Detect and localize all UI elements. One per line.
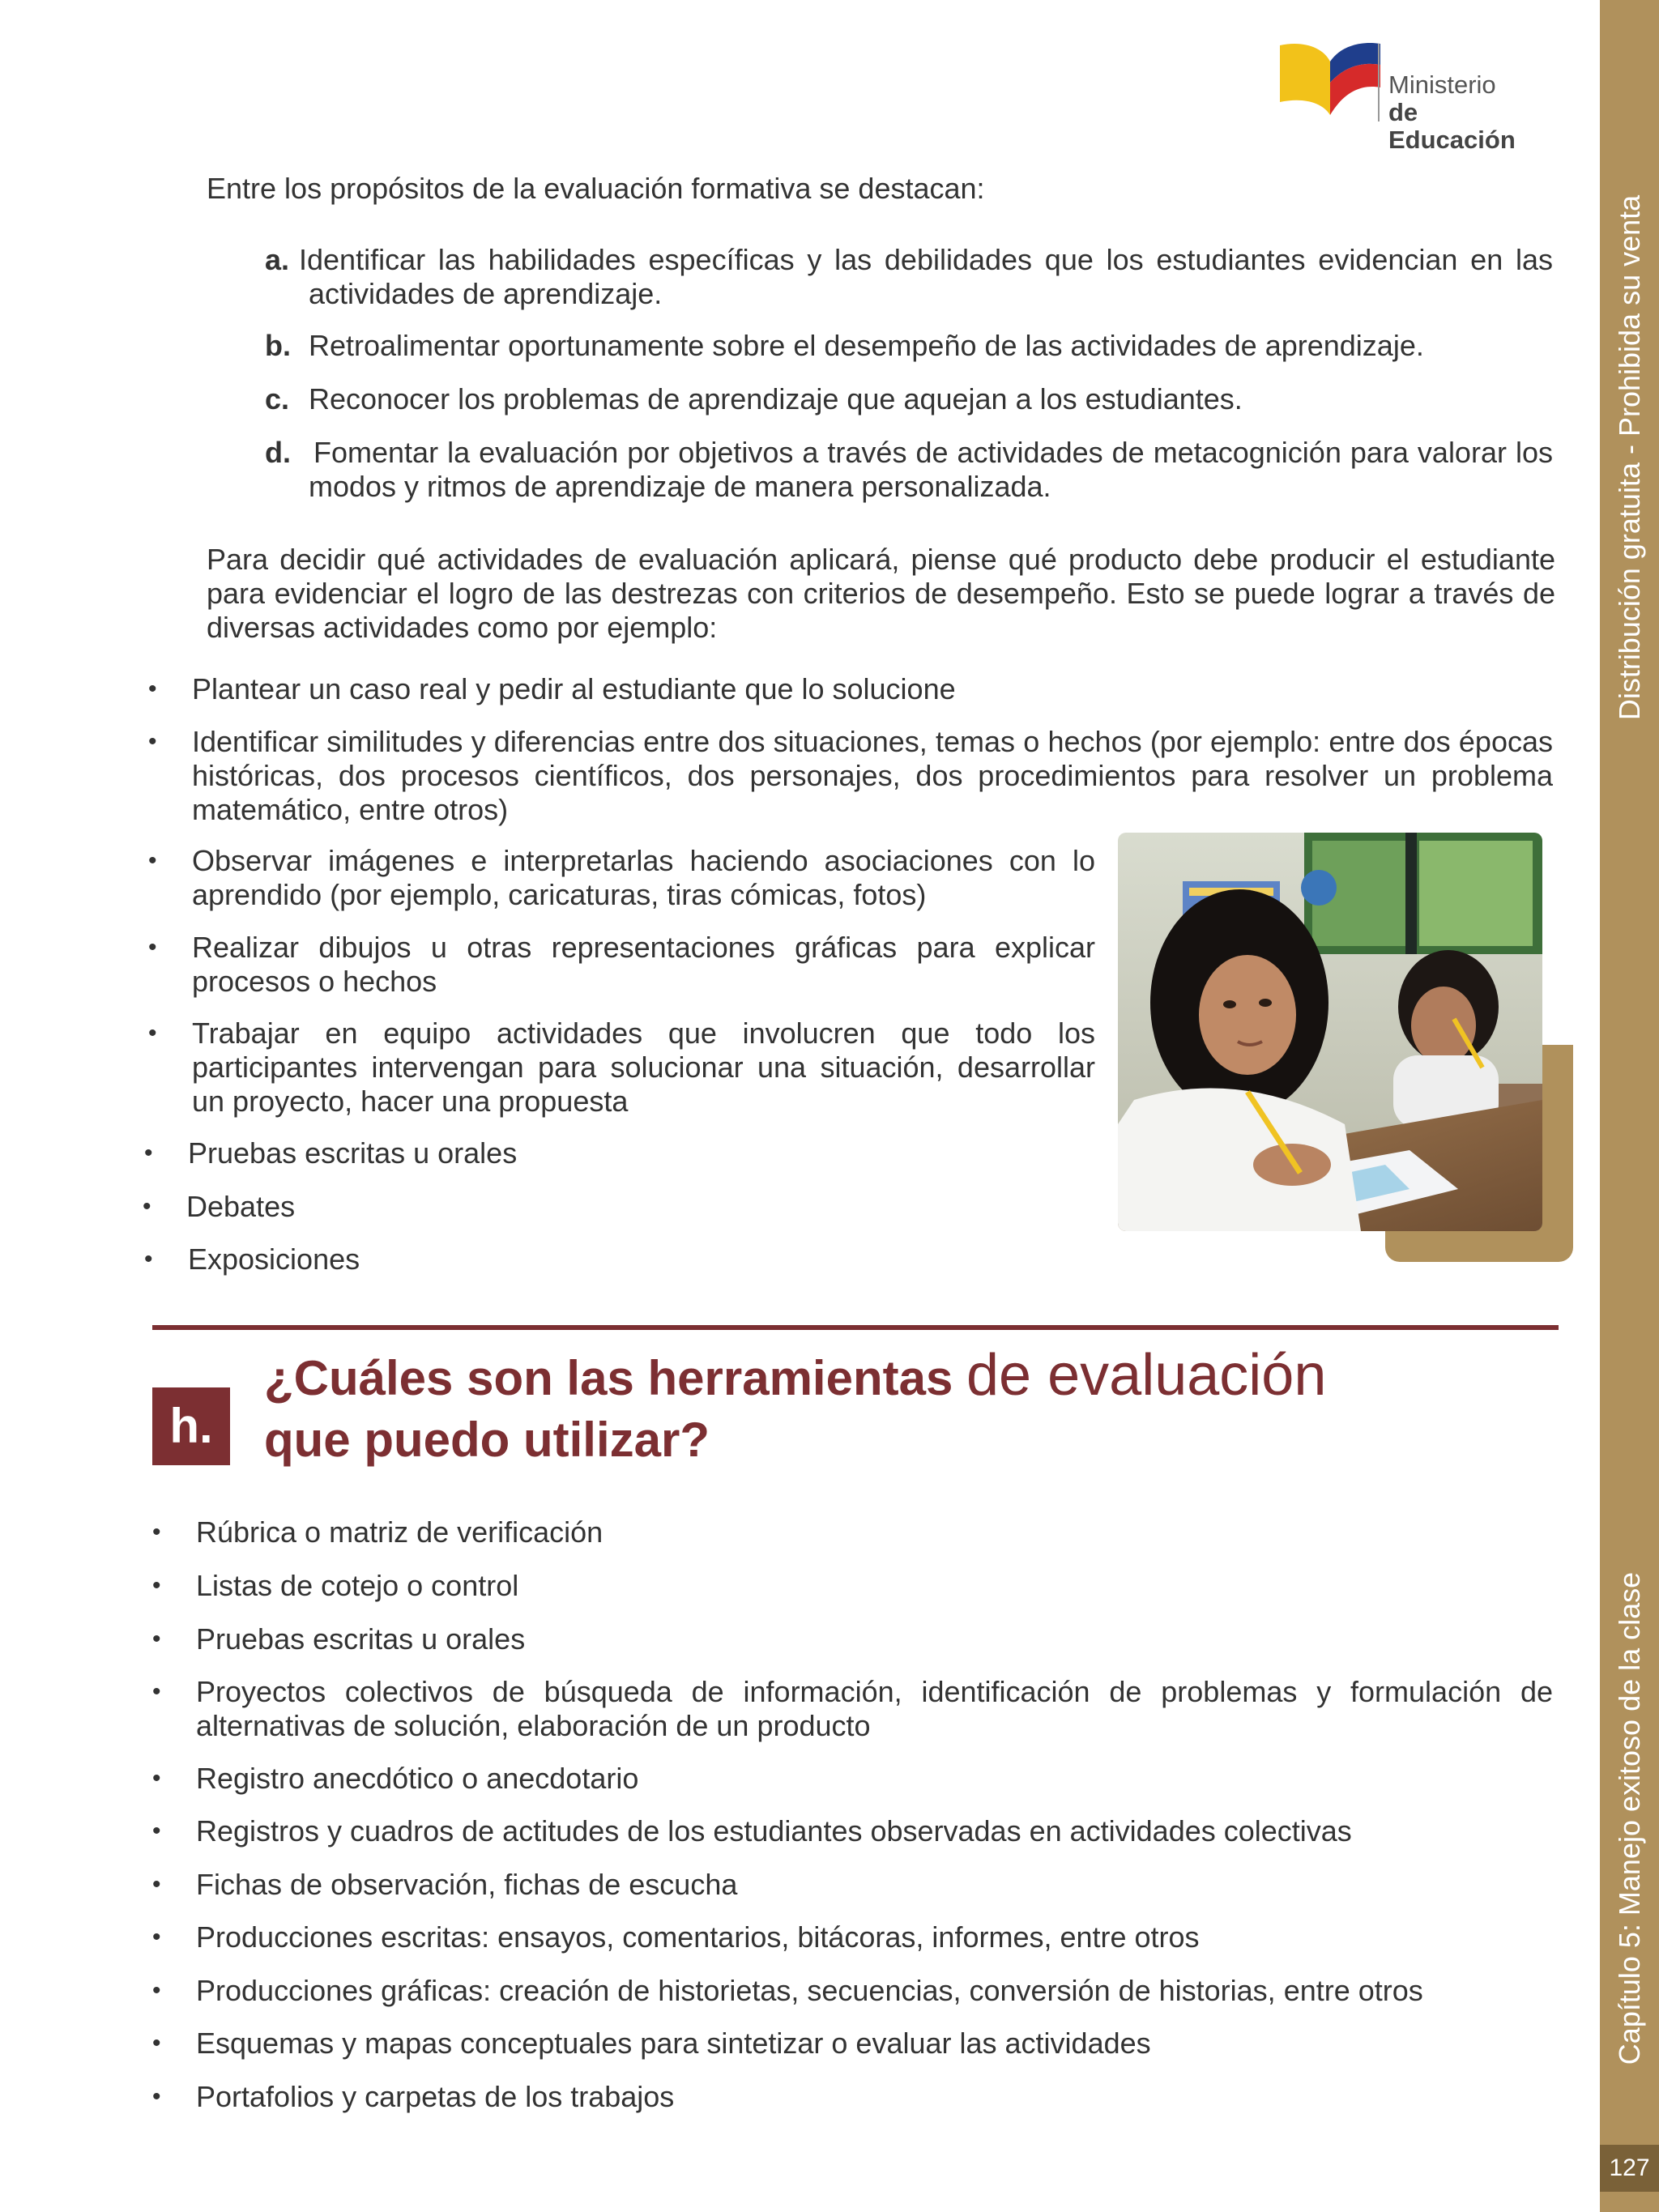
tool-text: Proyectos colectivos de búsqueda de información, identificación de problemas y formulación de alternativas de solución, elaboración de un producto — [196, 1675, 1553, 1742]
sidebar-bottom-label: Capítulo 5: Manejo exitoso de la clase — [1612, 1571, 1646, 2065]
section-title-bold-1: ¿Cuáles son las herramientas — [264, 1351, 953, 1405]
tool-item — [152, 1762, 1553, 1796]
bullet-icon: • — [148, 847, 157, 874]
logo-line-2 — [1388, 99, 1546, 154]
bullet-icon: • — [148, 1020, 157, 1046]
purpose-item — [265, 243, 1553, 311]
bullet-icon: • — [152, 1626, 161, 1652]
bullet-icon: • — [152, 1818, 161, 1844]
tool-item — [152, 1868, 1553, 1902]
tool-item — [152, 1920, 1553, 1954]
logo-line-1: Ministerio — [1388, 70, 1496, 99]
section-divider — [152, 1325, 1559, 1330]
activity-text: Observar imágenes e interpretarlas haciendo asociaciones con lo aprendido (por ejemplo, caricaturas, tiras cómicas, fotos) — [192, 844, 1095, 911]
bullet-icon: • — [144, 1246, 153, 1272]
bullet-icon: • — [143, 1193, 151, 1220]
intro-text: Entre los propósitos de la evaluación formativa se destacan: — [207, 172, 985, 205]
activities-intro-paragraph: Para decidir qué actividades de evaluación aplicará, piense qué producto debe producir el estudiante para evidenciar el logro de las destrezas con criterios de desempeño. Esto se puede lograr a través de diversas actividades como por ejemplo: — [207, 543, 1555, 644]
logo-text — [1388, 71, 1546, 154]
tool-item — [152, 1569, 1553, 1603]
bullet-icon: • — [148, 934, 157, 961]
ecuador-flag-book-icon — [1278, 40, 1384, 130]
section-title-bold-2: que puedo utilizar? — [264, 1413, 710, 1467]
bullet-icon: • — [152, 2030, 161, 2056]
activity-text: Debates — [186, 1190, 296, 1223]
section-letter-badge: h. — [152, 1387, 230, 1465]
bullet-icon: • — [152, 1871, 161, 1898]
tool-item — [152, 2027, 1553, 2061]
sidebar-top-text — [1600, 162, 1659, 753]
tool-text: Esquemas y mapas conceptuales para sintetizar o evaluar las actividades — [196, 2027, 1151, 2060]
tool-text: Registros y cuadros de actitudes de los estudiantes observadas en actividades colectivas — [196, 1814, 1352, 1848]
tool-item — [152, 2080, 1553, 2114]
purpose-item — [265, 329, 1553, 363]
bullet-icon: • — [148, 728, 157, 755]
tool-item — [152, 1675, 1553, 1743]
purpose-text: Reconocer los problemas de aprendizaje que aquejan a los estudiantes. — [309, 382, 1243, 416]
tool-text: Portafolios y carpetas de los trabajos — [196, 2080, 675, 2113]
tool-item — [152, 1974, 1553, 2008]
activity-text: Plantear un caso real y pedir al estudiante que lo solucione — [192, 672, 956, 705]
purpose-item — [265, 382, 1553, 416]
tool-item — [152, 1814, 1553, 1848]
activity-text: Identificar similitudes y diferencias entre dos situaciones, temas o hechos (por ejemplo: entre dos épocas históricas, dos procesos científicos, dos personajes, dos procedimientos para resolver un problema matemático, entre otros) — [192, 725, 1553, 826]
bullet-icon: • — [152, 1924, 161, 1950]
activity-item — [148, 844, 1095, 912]
bullet-icon: • — [144, 1140, 153, 1166]
tool-text: Fichas de observación, fichas de escucha — [196, 1868, 738, 1901]
tool-text: Producciones escritas: ensayos, comentarios, bitácoras, informes, entre otros — [196, 1920, 1200, 1954]
tool-text: Listas de cotejo o control — [196, 1569, 519, 1602]
sidebar-top-label: Distribución gratuita - Prohibida su venta — [1612, 194, 1646, 721]
tool-text: Registro anecdótico o anecdotario — [196, 1762, 639, 1795]
purpose-mark: d. — [265, 436, 291, 469]
activity-text: Realizar dibujos u otras representaciones gráficas para explicar procesos o hechos — [192, 931, 1095, 998]
tool-item — [152, 1622, 1553, 1656]
section-title-light: de evaluación — [966, 1343, 1327, 1408]
purpose-item — [265, 436, 1553, 504]
bullet-icon: • — [152, 1765, 161, 1792]
tool-text: Pruebas escritas u orales — [196, 1622, 526, 1656]
bullet-icon: • — [148, 676, 157, 702]
activity-text: Pruebas escritas u orales — [188, 1136, 518, 1170]
purpose-mark: c. — [265, 382, 290, 416]
sidebar-bottom-text — [1600, 1539, 1659, 2098]
classroom-illustration — [1118, 833, 1542, 1231]
bullet-icon: • — [152, 2083, 161, 2110]
activity-item — [148, 1016, 1095, 1119]
page-number: 127 — [1600, 2145, 1659, 2192]
purpose-mark: b. — [265, 329, 291, 362]
activity-item — [148, 672, 1553, 706]
ministerio-logo — [1278, 40, 1546, 154]
activity-item — [144, 1242, 1091, 1276]
sidebar-band — [1600, 0, 1659, 2212]
section-title — [264, 1345, 1560, 1471]
activity-text: Trabajar en equipo actividades que involucren que todo los participantes intervengan para solucionar una situación, desarrollar un proyecto, hacer una propuesta — [192, 1016, 1095, 1118]
purpose-mark: a. — [265, 243, 290, 276]
activity-item — [148, 931, 1095, 999]
bullet-icon: • — [152, 1572, 161, 1599]
activity-item — [143, 1190, 1090, 1224]
purpose-text: Retroalimentar oportunamente sobre el desempeño de las actividades de aprendizaje. — [309, 329, 1424, 362]
students-photo — [1118, 833, 1542, 1231]
activity-item — [144, 1136, 1091, 1170]
purpose-text: Identificar las habilidades específicas y las debilidades que los estudiantes evidencian en las actividades de aprendizaje. — [299, 243, 1553, 310]
activity-item — [148, 725, 1553, 827]
purpose-text: Fomentar la evaluación por objetivos a través de actividades de metacognición para valorar los modos y ritmos de aprendizaje de manera personalizada. — [309, 436, 1553, 503]
tool-item — [152, 1515, 1553, 1549]
bullet-icon: • — [152, 1519, 161, 1545]
activity-text: Exposiciones — [188, 1242, 360, 1276]
logo-line-2-text: de Educación — [1388, 98, 1516, 154]
bullet-icon: • — [152, 1977, 161, 2004]
tool-text: Producciones gráficas: creación de historietas, secuencias, conversión de historias, entre otros — [196, 1974, 1423, 2007]
tool-text: Rúbrica o matriz de verificación — [196, 1515, 603, 1549]
bullet-icon: • — [152, 1678, 161, 1705]
